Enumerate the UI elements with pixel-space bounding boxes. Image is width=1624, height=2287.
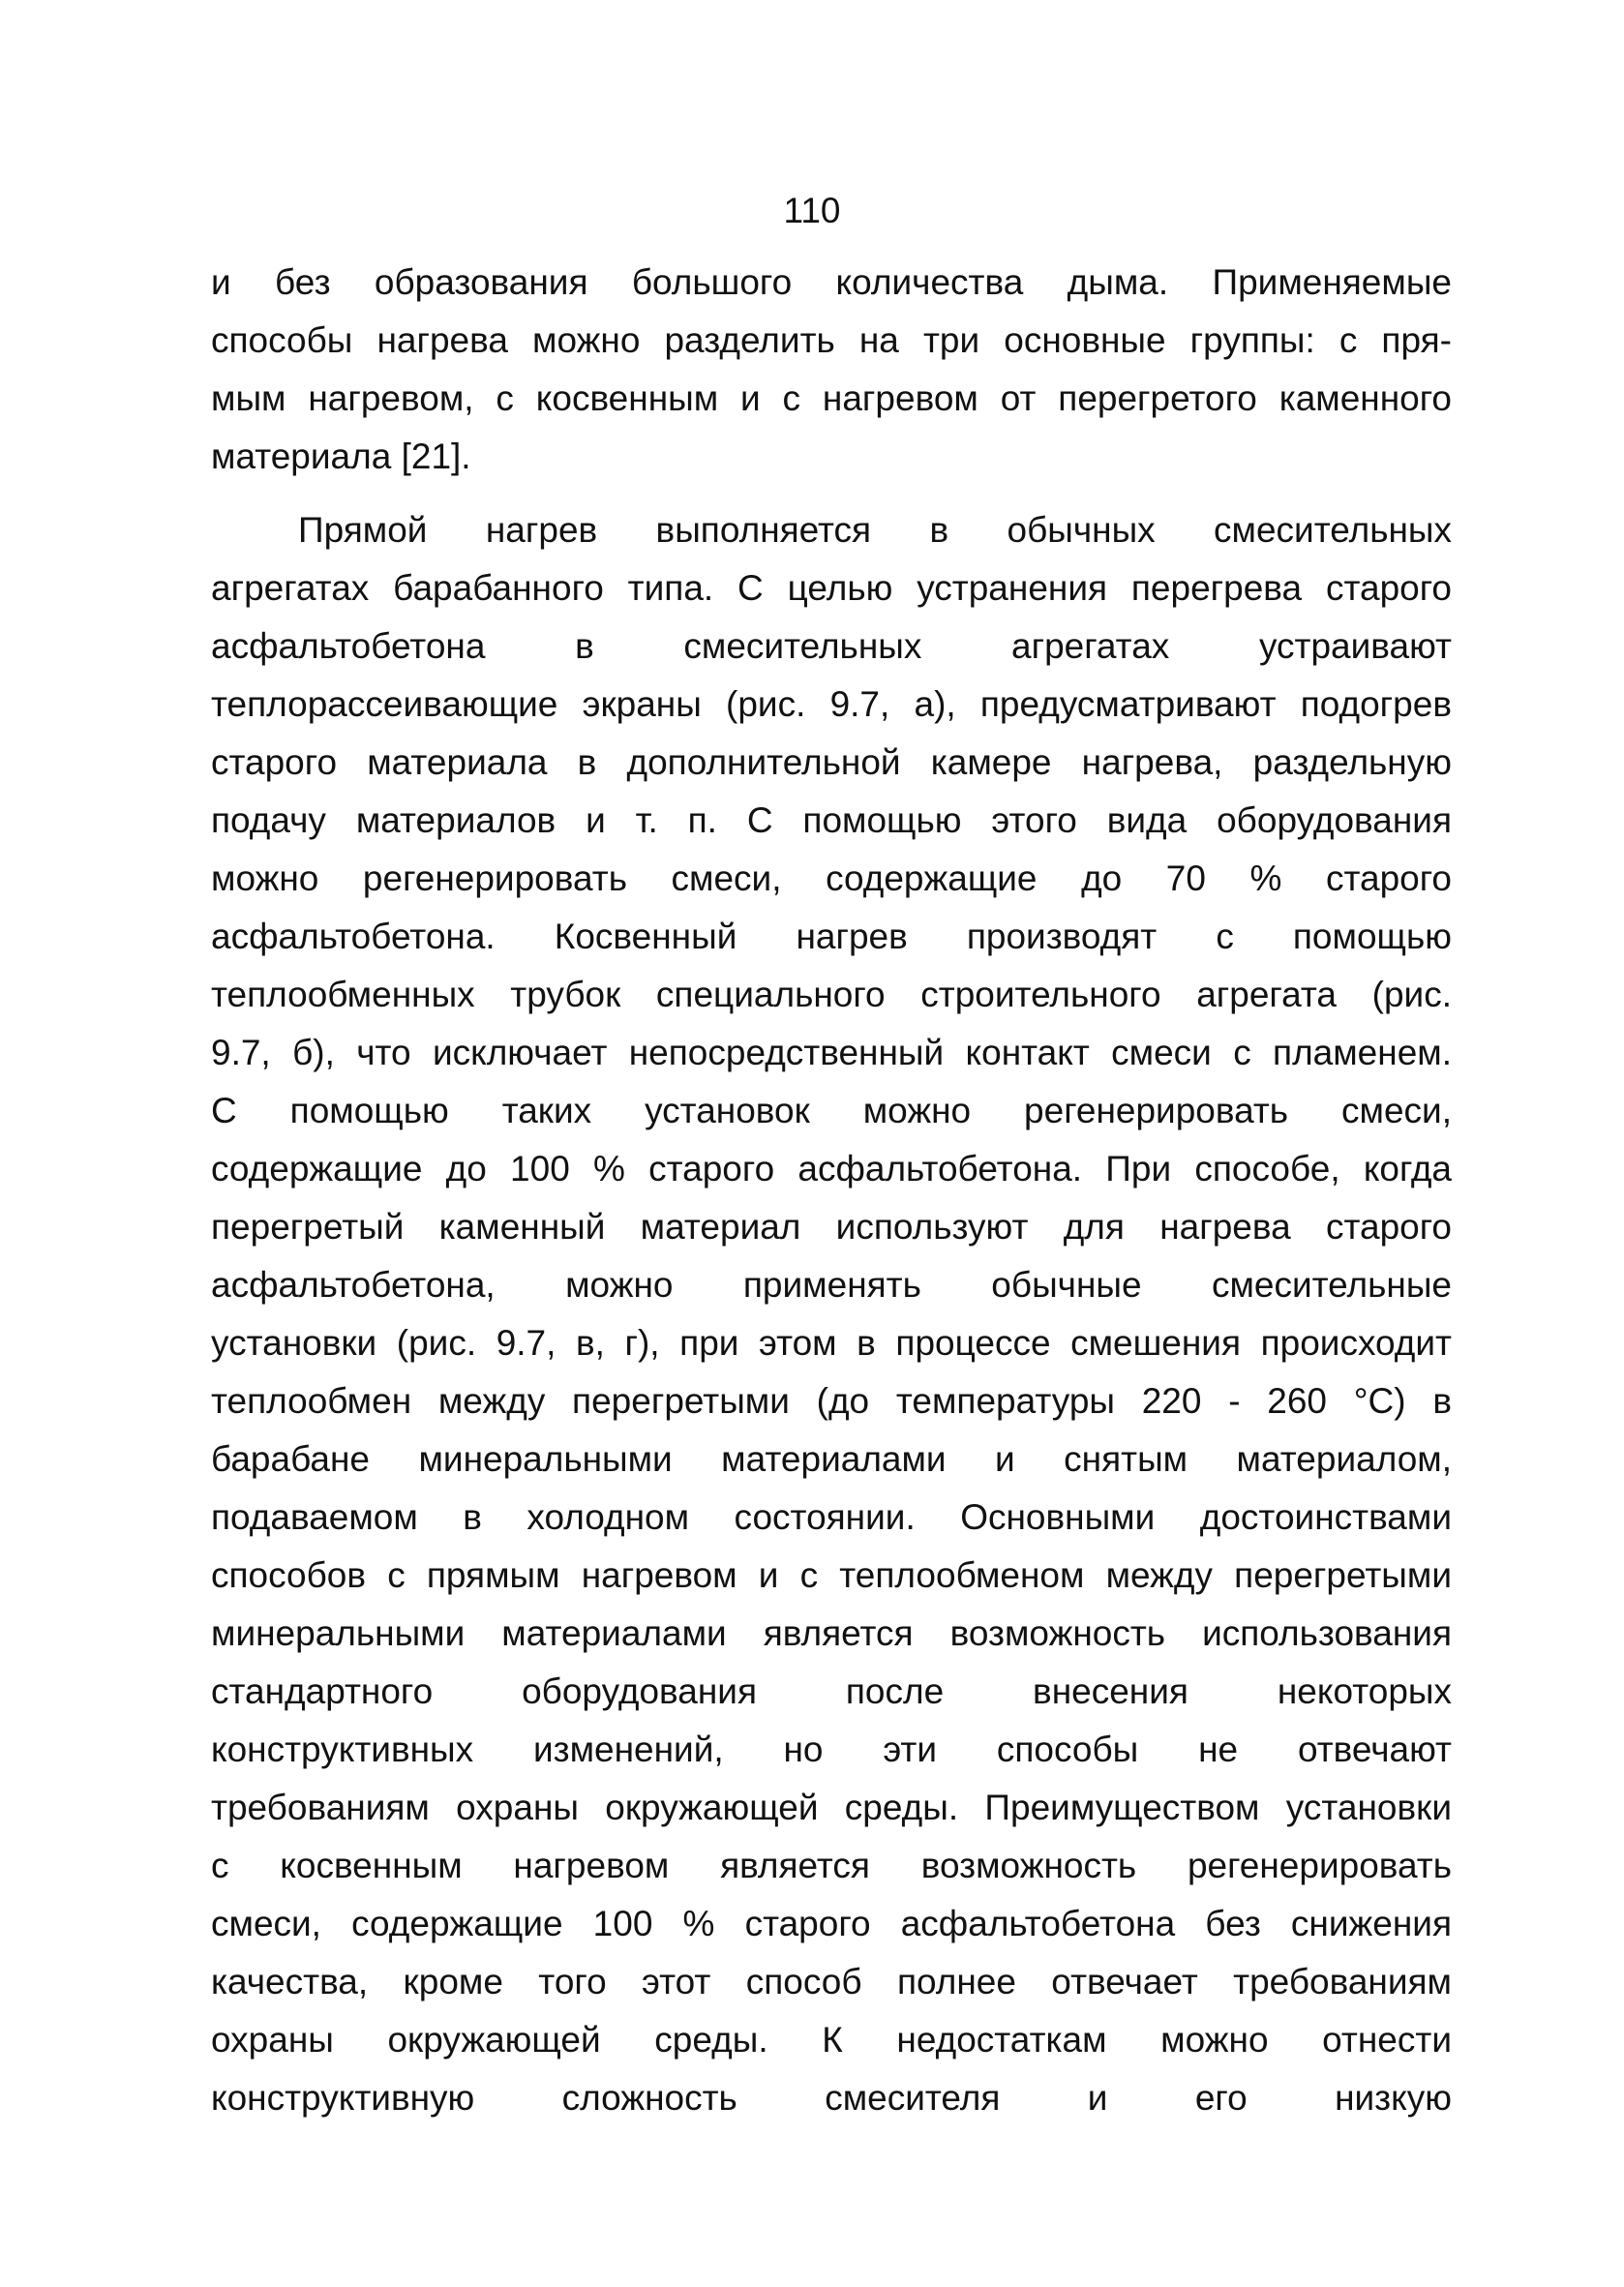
text-line: конструктивных изменений, но эти способы не отвечают (211, 1730, 1452, 1769)
text-line: установки (рис. 9.7, в, г), при этом в процессе смешения происходит (211, 1323, 1452, 1363)
text-line: конструктивную сложность смесителя и его низкую (211, 2078, 1452, 2118)
text-line: смеси, содержащие 100 % старого асфальтобетона без снижения (211, 1904, 1452, 1943)
text-line: стандартного оборудования после внесения некоторых (211, 1671, 1452, 1711)
text-line: теплообменных трубок специального строительного агрегата (рис. (211, 975, 1452, 1014)
text-line: способы нагрева можно разделить на три основные группы: с пря- (211, 320, 1452, 360)
text-line: Прямой нагрев выполняется в обычных смесительных (298, 510, 1452, 550)
body-text (211, 254, 1452, 2127)
text-line: С помощью таких установок можно регенерировать смеси, (211, 1091, 1452, 1130)
text-line: теплорассеивающие экраны (рис. 9.7, а), предусматривают подогрев (211, 684, 1452, 724)
paragraph-1 (211, 254, 1452, 486)
text-line: содержащие до 100 % старого асфальтобетона. При способе, когда (211, 1149, 1452, 1189)
text-line: перегретый каменный материал используют для нагрева старого (211, 1207, 1452, 1247)
text-line: барабане минеральными материалами и снятым материалом, (211, 1439, 1452, 1479)
text-line: способов с прямым нагревом и с теплообменом между перегретыми (211, 1555, 1452, 1595)
text-line: 9.7, б), что исключает непосредственный контакт смеси с пламенем. (211, 1033, 1452, 1072)
text-line: теплообмен между перегретыми (до температуры 220 - 260 °С) в (211, 1381, 1452, 1421)
text-line: охраны окружающей среды. К недостаткам можно отнести (211, 2020, 1452, 2060)
text-line: асфальтобетона в смесительных агрегатах устраивают (211, 626, 1452, 666)
text-line: и без образования большого количества дыма. Применяемые (211, 262, 1452, 302)
text-line: минеральными материалами является возможность использования (211, 1613, 1452, 1653)
text-line: мым нагревом, с косвенным и с нагревом от перегретого каменного (211, 378, 1452, 418)
text-line: асфальтобетона. Косвенный нагрев производят с помощью (211, 917, 1452, 956)
paragraph-spacer (211, 486, 1452, 501)
text-line: с косвенным нагревом является возможность регенерировать (211, 1846, 1452, 1885)
paragraph-2 (211, 501, 1452, 2127)
page-number: 110 (783, 191, 841, 230)
text-line: агрегатах барабанного типа. С целью устранения перегрева старого (211, 568, 1452, 608)
text-line: подаваемом в холодном состоянии. Основными достоинствами (211, 1497, 1452, 1537)
text-line: подачу материалов и т. п. С помощью этого вида оборудования (211, 800, 1452, 840)
text-line: можно регенерировать смеси, содержащие до 70 % старого (211, 858, 1452, 898)
text-line: старого материала в дополнительной камере нагрева, раздельную (211, 742, 1452, 782)
text-line: материала [21]. (211, 436, 471, 476)
text-line: асфальтобетона, можно применять обычные смесительные (211, 1265, 1452, 1305)
text-line: требованиям охраны окружающей среды. Преимуществом установки (211, 1788, 1452, 1827)
text-line: качества, кроме того этот способ полнее отвечает требованиям (211, 1962, 1452, 2001)
